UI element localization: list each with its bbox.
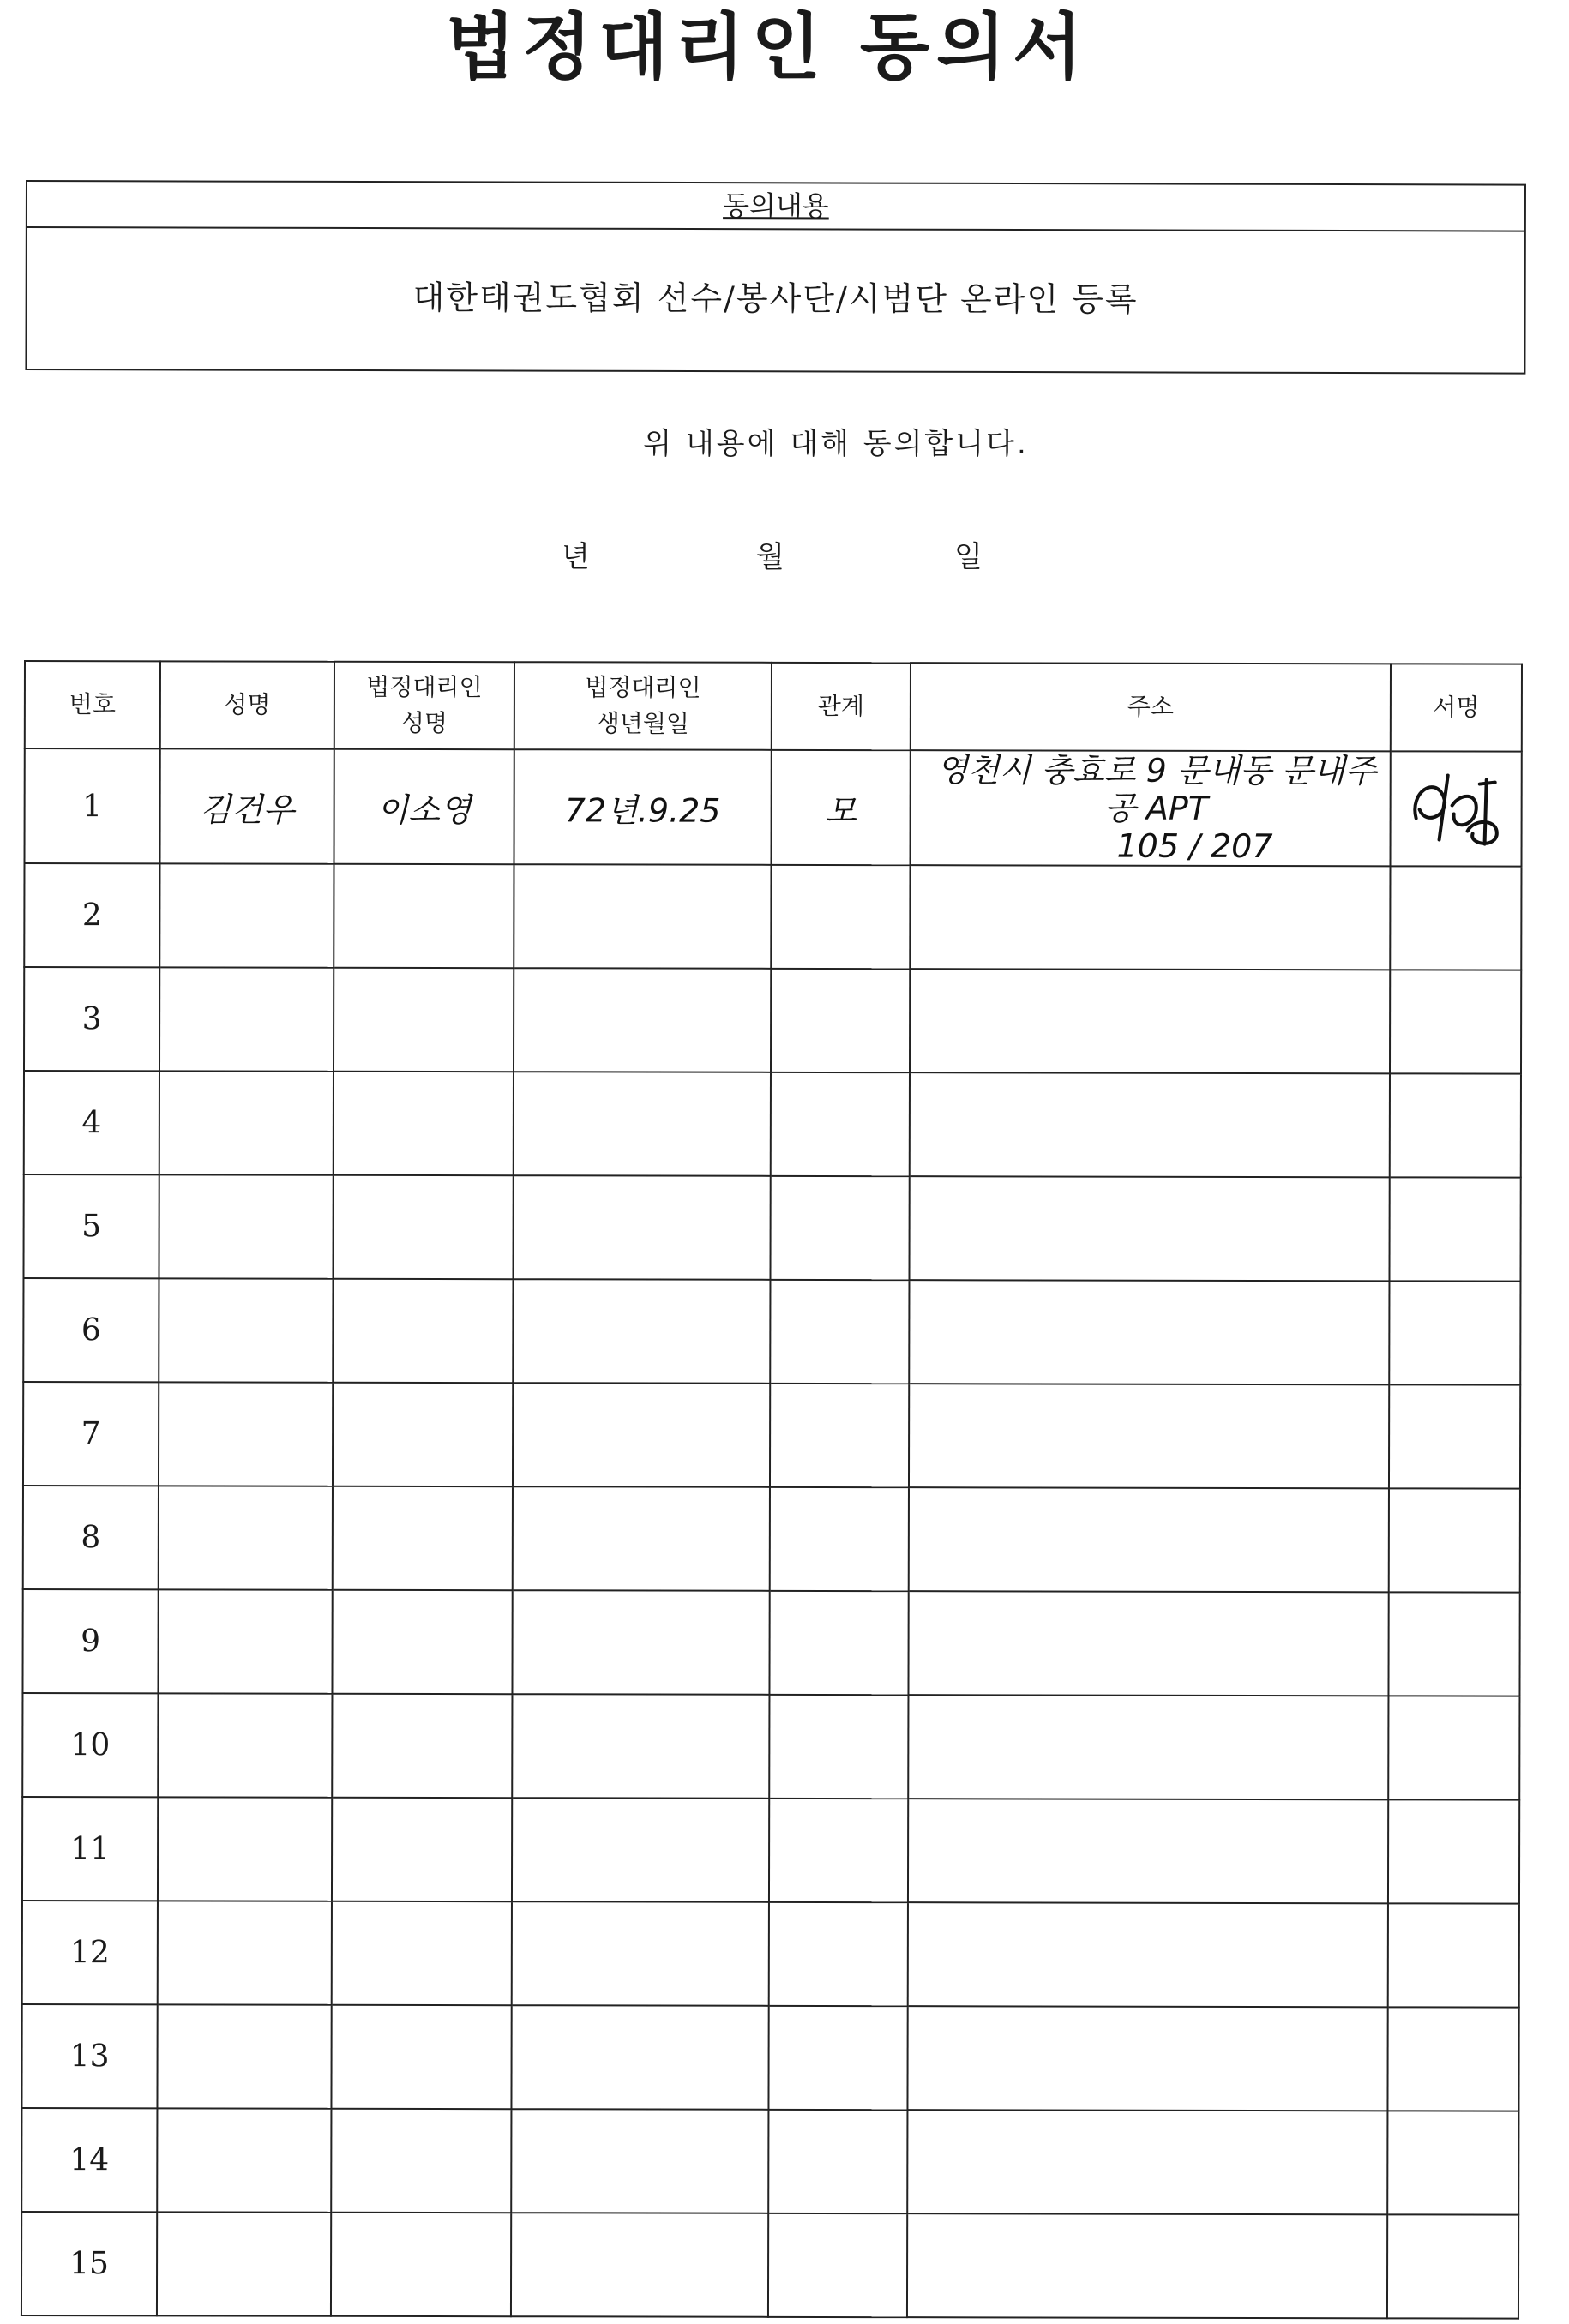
row-relation <box>770 1280 909 1384</box>
row-number: 3 <box>24 967 159 1071</box>
consent-body: 대한태권도협회 선수/봉사단/시범단 온라인 등록 <box>412 279 1139 319</box>
row-relation <box>771 969 910 1072</box>
table-row <box>21 2108 1518 2215</box>
row-relation: 모 <box>772 750 911 865</box>
row-name <box>157 2212 331 2315</box>
header-guardian-name <box>334 662 514 749</box>
row-guardian-birth <box>511 2213 768 2317</box>
row-relation <box>768 2213 907 2317</box>
date-day-label: 일 <box>954 540 983 574</box>
row-address <box>911 750 1391 866</box>
table-row <box>22 1797 1519 1904</box>
row-guardian-name <box>331 2005 511 2109</box>
row-guardian-name <box>332 1798 512 1901</box>
row-name <box>159 1382 333 1486</box>
row-signature <box>1391 751 1522 866</box>
row-signature <box>1389 1488 1520 1592</box>
row-guardian-birth <box>512 1901 769 2006</box>
row-number: 10 <box>22 1693 158 1797</box>
header-guardian-name-line1: 법정대리인 <box>366 672 483 702</box>
row-signature <box>1387 2111 1518 2214</box>
row-signature <box>1390 866 1521 970</box>
row-number: 7 <box>23 1382 159 1486</box>
row-address <box>909 1487 1389 1592</box>
row-relation <box>769 1902 908 2006</box>
row-signature <box>1388 1696 1519 1799</box>
row-address <box>910 1072 1390 1177</box>
header-guardian-birth <box>514 662 772 750</box>
row-guardian-name <box>333 1279 513 1383</box>
table-row <box>24 863 1521 970</box>
row-address <box>908 1902 1388 2007</box>
row-name <box>157 2004 331 2108</box>
row-relation <box>770 1487 909 1591</box>
row-address <box>909 1280 1389 1384</box>
row-guardian-name <box>332 1590 512 1694</box>
agree-statement: 위 내용에 대해 동의합니다. <box>643 427 1029 461</box>
row-name <box>157 2108 331 2212</box>
header-signature: 서명 <box>1391 664 1522 751</box>
row-address <box>907 2006 1387 2111</box>
row-address <box>907 2213 1387 2318</box>
row-guardian-birth <box>514 864 771 969</box>
row-address <box>908 1799 1388 1903</box>
table-row <box>23 1278 1520 1385</box>
row-guardian-name <box>331 2213 511 2316</box>
row-relation <box>769 1591 908 1695</box>
row-relation <box>770 1176 909 1280</box>
row-address <box>910 865 1390 970</box>
row-guardian-name <box>333 1175 513 1279</box>
row-signature <box>1390 970 1521 1073</box>
row-signature <box>1388 1903 1519 2007</box>
row-guardian-birth <box>514 1072 771 1176</box>
row-address-line2: 105 / 207 <box>1116 826 1273 866</box>
row-guardian-birth <box>512 1798 769 1902</box>
row-relation <box>769 1799 908 1902</box>
row-address <box>907 2110 1387 2214</box>
row-guardian-name <box>333 1486 513 1590</box>
row-guardian-name: 이소영 <box>334 749 514 864</box>
row-guardian-name <box>334 968 514 1072</box>
row-signature <box>1389 1281 1520 1384</box>
row-address-line1: 영천시 충효로 9 문내동 문내주공 APT <box>936 751 1377 827</box>
header-guardian-birth-line2: 생년월일 <box>596 709 689 738</box>
row-guardian-name <box>332 1694 512 1798</box>
table-row <box>25 748 1522 867</box>
row-address <box>909 1384 1389 1488</box>
header-guardian-name-line2: 성명 <box>400 708 448 738</box>
row-name <box>158 1589 332 1693</box>
row-address <box>908 1695 1388 1799</box>
table-row <box>23 1382 1520 1489</box>
header-address: 주소 <box>911 663 1391 751</box>
row-number: 5 <box>23 1174 159 1278</box>
header-name: 성명 <box>160 661 334 748</box>
row-guardian-birth <box>512 1694 769 1799</box>
row-number: 14 <box>21 2108 157 2212</box>
row-signature <box>1389 1177 1520 1281</box>
row-relation <box>771 865 910 969</box>
row-guardian-birth <box>513 1279 770 1384</box>
row-guardian-birth <box>511 2005 768 2110</box>
row-relation <box>771 1072 910 1176</box>
row-signature <box>1388 1799 1519 1903</box>
row-guardian-birth <box>513 1486 770 1591</box>
row-guardian-birth <box>513 1175 770 1280</box>
date-year-label: 년 <box>562 540 590 574</box>
row-address <box>909 1176 1389 1281</box>
row-name: 김건우 <box>160 748 334 863</box>
row-signature <box>1390 1073 1521 1177</box>
row-number: 12 <box>22 1901 158 2004</box>
row-guardian-birth: 72년.9.25 <box>514 749 772 865</box>
roster-body <box>21 748 1522 2319</box>
row-guardian-name <box>332 1901 512 2005</box>
table-row <box>24 967 1521 1074</box>
row-guardian-birth <box>512 1590 769 1695</box>
consent-header <box>27 182 1524 232</box>
row-relation <box>769 1695 908 1799</box>
guardian-roster-table <box>21 660 1523 2320</box>
row-number: 4 <box>24 1071 159 1174</box>
page-title: 법정대리인 동의서 <box>445 4 1090 89</box>
table-row <box>21 2212 1518 2319</box>
table-row <box>22 1693 1519 1800</box>
row-number: 1 <box>25 748 160 863</box>
row-guardian-name <box>333 1383 513 1486</box>
row-name <box>159 1486 333 1589</box>
table-row <box>23 1174 1520 1282</box>
row-signature <box>1389 1384 1520 1488</box>
row-name <box>159 967 334 1071</box>
row-number: 8 <box>23 1486 159 1589</box>
table-row <box>22 1589 1519 1696</box>
row-address <box>910 969 1390 1073</box>
row-number: 11 <box>22 1797 158 1901</box>
row-number: 13 <box>21 2004 157 2108</box>
table-row <box>22 1901 1519 2008</box>
row-guardian-birth <box>514 968 771 1072</box>
row-number: 9 <box>22 1589 158 1693</box>
row-address <box>908 1591 1388 1696</box>
row-guardian-birth <box>513 1383 770 1487</box>
row-guardian-name <box>331 2109 511 2213</box>
row-name <box>158 1797 332 1901</box>
row-name <box>159 863 334 967</box>
row-guardian-name <box>334 864 514 968</box>
row-number: 2 <box>24 863 159 967</box>
row-signature <box>1387 2007 1518 2111</box>
date-month-label: 월 <box>756 540 784 574</box>
row-name <box>159 1071 334 1174</box>
row-name <box>158 1693 332 1797</box>
row-number: 15 <box>21 2212 157 2315</box>
table-row <box>21 2004 1518 2111</box>
row-relation <box>768 2110 907 2213</box>
row-relation <box>768 2006 907 2110</box>
table-header-row <box>25 661 1522 752</box>
table-row <box>23 1486 1520 1593</box>
header-guardian-birth-line1: 법정대리인 <box>585 673 701 702</box>
consent-header-label: 동의내용 <box>723 189 829 223</box>
row-relation <box>770 1384 909 1487</box>
header-number: 번호 <box>25 661 160 748</box>
row-number: 6 <box>23 1278 159 1382</box>
consent-box <box>25 180 1526 375</box>
handwritten-signature <box>1400 758 1512 852</box>
header-relation: 관계 <box>772 663 911 750</box>
row-guardian-name <box>334 1072 514 1175</box>
row-name <box>158 1901 332 2004</box>
row-signature <box>1387 2214 1518 2318</box>
row-guardian-birth <box>511 2109 768 2213</box>
row-name <box>159 1174 333 1278</box>
table-row <box>24 1071 1521 1178</box>
row-name <box>159 1278 333 1382</box>
row-signature <box>1388 1592 1519 1696</box>
